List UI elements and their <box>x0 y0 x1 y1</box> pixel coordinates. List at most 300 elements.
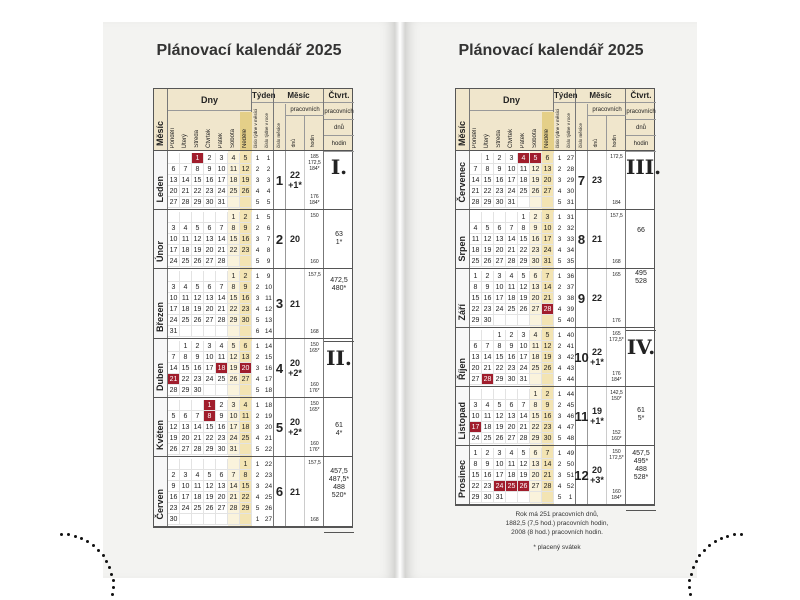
day-cell: 2 <box>482 448 494 459</box>
day-cell: 18 <box>518 175 530 186</box>
day-cell: 7 <box>482 341 494 352</box>
week-in-year: 5 <box>266 199 271 206</box>
month-working-hours <box>305 398 324 456</box>
header-day-name <box>168 112 180 150</box>
week-in-month: 5 <box>255 505 260 512</box>
day-cell: 21 <box>228 492 240 503</box>
day-cell: 23 <box>482 304 494 315</box>
day-cell: 4 <box>506 448 518 459</box>
binding-dot <box>67 533 70 536</box>
day-cell: 16 <box>216 422 228 433</box>
header-month-info <box>576 89 626 150</box>
day-cell: 19 <box>204 492 216 503</box>
month-number: 1 <box>274 151 286 209</box>
week-number-row <box>252 492 274 503</box>
day-cell: 2 <box>240 212 252 223</box>
day-cell: 16 <box>192 363 204 374</box>
header-month <box>154 89 168 150</box>
day-cell: 2 <box>482 271 494 282</box>
week-in-year: 18 <box>264 387 273 394</box>
day-cell: 25 <box>530 363 542 374</box>
day-cell: 6 <box>530 271 542 282</box>
week-number-row <box>252 459 274 470</box>
day-cell <box>168 212 180 223</box>
week-number-row <box>554 422 576 433</box>
day-cell: 23 <box>482 481 494 492</box>
day-cell: 29 <box>192 197 204 208</box>
header-day-name-label: Úterý <box>484 133 490 148</box>
month-days-grid <box>470 328 554 386</box>
month-block <box>456 151 662 210</box>
week-in-month: 1 <box>255 214 260 221</box>
day-cell: 4 <box>240 400 252 411</box>
month-hours-bottom: 168 <box>310 329 319 335</box>
day-cell <box>482 389 494 400</box>
header-month-info-label: Měsíc <box>576 89 625 103</box>
week-number-row <box>554 245 576 256</box>
day-cell <box>530 492 542 503</box>
day-cell: 6 <box>240 341 252 352</box>
header-week <box>252 89 274 150</box>
day-cell: 26 <box>192 315 204 326</box>
day-cell: 7 <box>542 271 554 282</box>
week-in-year: 1 <box>266 155 271 162</box>
day-cell: 9 <box>482 282 494 293</box>
day-cell: 7 <box>228 470 240 481</box>
day-cell: 12 <box>192 234 204 245</box>
day-cell <box>204 459 216 470</box>
week-row <box>470 282 554 293</box>
day-cell: 26 <box>542 363 554 374</box>
day-cell: 9 <box>542 400 554 411</box>
day-cell: 30 <box>530 256 542 267</box>
day-cell: 27 <box>216 503 228 514</box>
week-row <box>470 330 554 341</box>
week-row <box>168 459 252 470</box>
week-number-row <box>252 422 274 433</box>
day-cell: 14 <box>216 234 228 245</box>
day-cell: 24 <box>168 315 180 326</box>
day-cell: 2 <box>530 212 542 223</box>
day-cell: 16 <box>530 234 542 245</box>
day-cell: 26 <box>192 256 204 267</box>
week-in-year: 30 <box>566 188 575 195</box>
day-cell: 8 <box>228 282 240 293</box>
day-cell: 21 <box>192 433 204 444</box>
day-cell <box>168 400 180 411</box>
day-cell: 3 <box>518 330 530 341</box>
day-cell: 7 <box>192 411 204 422</box>
week-in-month: 2 <box>255 225 260 232</box>
week-in-month: 1 <box>557 450 562 457</box>
week-in-year: 43 <box>566 365 575 372</box>
day-cell <box>506 389 518 400</box>
week-in-year: 28 <box>566 166 575 173</box>
day-cell <box>216 459 228 470</box>
week-in-month: 1 <box>255 273 260 280</box>
day-cell <box>216 212 228 223</box>
day-cell: 28 <box>168 385 180 396</box>
day-cell: 9 <box>216 411 228 422</box>
week-row <box>168 352 252 363</box>
day-cell: 30 <box>204 197 216 208</box>
binding-dot <box>690 573 693 576</box>
day-cell: 6 <box>542 153 554 164</box>
month-days-grid <box>168 151 252 209</box>
week-numbers <box>554 210 576 268</box>
month-name <box>154 151 168 209</box>
month-name-label: Říjen <box>457 357 467 380</box>
holiday-day-cell: 26 <box>518 481 530 492</box>
header-day-name <box>518 112 530 150</box>
holiday-day-cell: 21 <box>168 374 180 385</box>
week-in-month: 2 <box>557 166 562 173</box>
header-days <box>470 89 554 150</box>
month-name-label: Březen <box>155 301 165 332</box>
week-row <box>470 245 554 256</box>
day-cell: 3 <box>470 400 482 411</box>
day-cell: 4 <box>216 341 228 352</box>
month-hours-top: 185 172,5 184* <box>308 154 321 172</box>
header-working-days-label: dnů <box>593 138 599 147</box>
week-in-year: 36 <box>566 273 575 280</box>
header-day-name-label: Pondělí <box>472 127 478 148</box>
day-cell: 26 <box>204 503 216 514</box>
day-cell: 20 <box>470 363 482 374</box>
header-quarter <box>626 89 656 150</box>
week-number-row <box>252 256 274 267</box>
day-cell <box>530 374 542 385</box>
week-row <box>168 197 252 208</box>
day-cell: 13 <box>530 459 542 470</box>
month-name-label: Červenec <box>457 162 467 203</box>
header-day-name-label: Středa <box>496 130 502 148</box>
header-day-name <box>192 112 204 150</box>
week-number-row <box>252 411 274 422</box>
header-day-name-label: Pondělí <box>170 127 176 148</box>
calendar-spread <box>103 22 697 578</box>
week-in-year: 16 <box>264 365 273 372</box>
week-in-year: 33 <box>566 236 575 243</box>
day-cell <box>180 326 192 337</box>
week-in-year: 3 <box>266 177 271 184</box>
day-cell: 5 <box>168 411 180 422</box>
month-stats <box>274 457 324 526</box>
holiday-day-cell: 28 <box>542 304 554 315</box>
day-cell: 17 <box>180 492 192 503</box>
binding-dot <box>86 540 89 543</box>
day-cell: 1 <box>470 271 482 282</box>
holiday-day-cell: 17 <box>470 422 482 433</box>
day-cell: 15 <box>192 175 204 186</box>
day-cell: 8 <box>228 223 240 234</box>
day-cell: 22 <box>470 481 482 492</box>
day-cell: 20 <box>542 175 554 186</box>
day-cell: 10 <box>168 234 180 245</box>
week-in-year: 26 <box>264 505 273 512</box>
day-cell: 26 <box>482 256 494 267</box>
week-in-year: 38 <box>566 295 575 302</box>
week-number-row <box>554 256 576 267</box>
day-cell <box>228 256 240 267</box>
day-cell: 29 <box>482 197 494 208</box>
day-cell <box>240 514 252 525</box>
week-number-row <box>554 459 576 470</box>
day-cell: 22 <box>470 304 482 315</box>
week-row <box>168 326 252 337</box>
month-block <box>456 210 654 269</box>
month-hours-top: 150 <box>310 213 319 219</box>
week-row <box>168 315 252 326</box>
binding-dot <box>720 537 723 540</box>
week-row <box>470 492 554 503</box>
day-cell: 14 <box>542 459 554 470</box>
day-cell: 13 <box>530 282 542 293</box>
day-cell <box>542 315 554 326</box>
day-cell: 26 <box>228 374 240 385</box>
week-row <box>470 256 554 267</box>
binding-dot <box>112 579 115 582</box>
week-in-month: 2 <box>255 472 260 479</box>
header-days-label: Dny <box>168 89 251 111</box>
footnote-summary: Rok má 251 pracovních dnů, 1882,5 (7,5 hod.) pracovních hodin, 2008 (8 hod.) pracovních hodin. <box>505 511 609 536</box>
day-cell <box>204 326 216 337</box>
day-cell: 16 <box>204 175 216 186</box>
week-in-month: 1 <box>255 343 260 350</box>
day-cell: 23 <box>204 186 216 197</box>
week-number-row <box>554 341 576 352</box>
day-cell: 6 <box>216 470 228 481</box>
week-in-year: 22 <box>264 446 273 453</box>
footnote <box>457 510 657 552</box>
day-cell: 31 <box>542 256 554 267</box>
day-cell: 31 <box>494 492 506 503</box>
month-hours-bottom: 152 160* <box>611 430 622 442</box>
binding-dot <box>708 544 711 547</box>
header-working-days <box>588 116 607 150</box>
month-working-hours <box>305 151 324 209</box>
day-cell: 13 <box>168 175 180 186</box>
month-name-label: Září <box>457 304 467 321</box>
week-number-row <box>554 197 576 208</box>
day-cell: 5 <box>192 223 204 234</box>
week-row <box>168 411 252 422</box>
month-name <box>154 269 168 338</box>
day-cell: 22 <box>228 245 240 256</box>
week-in-year: 42 <box>566 354 575 361</box>
month-working-hours <box>607 269 626 327</box>
day-cell: 19 <box>518 470 530 481</box>
day-cell: 22 <box>204 433 216 444</box>
day-cell: 30 <box>506 374 518 385</box>
week-in-year: 34 <box>566 247 575 254</box>
day-cell: 24 <box>518 363 530 374</box>
day-cell: 19 <box>530 175 542 186</box>
day-cell: 14 <box>482 352 494 363</box>
day-cell: 8 <box>482 164 494 175</box>
week-numbers <box>252 151 274 209</box>
day-cell: 3 <box>506 153 518 164</box>
day-cell: 15 <box>180 363 192 374</box>
day-cell: 10 <box>168 293 180 304</box>
week-row <box>168 164 252 175</box>
week-row <box>470 304 554 315</box>
day-cell: 28 <box>506 256 518 267</box>
day-cell: 24 <box>216 186 228 197</box>
week-in-month: 3 <box>255 483 260 490</box>
month-stats <box>576 387 626 445</box>
header-day-name <box>204 112 216 150</box>
day-cell: 17 <box>506 175 518 186</box>
book-gutter <box>395 22 405 578</box>
week-in-month: 4 <box>255 247 260 254</box>
week-in-month: 5 <box>557 199 562 206</box>
day-cell: 24 <box>168 256 180 267</box>
quarter-roman: III. <box>626 155 662 179</box>
day-cell: 14 <box>168 363 180 374</box>
day-cell: 21 <box>542 293 554 304</box>
calendar-table-right <box>455 88 662 506</box>
header-month-number <box>274 104 286 150</box>
day-cell: 15 <box>518 234 530 245</box>
month-hours-bottom: 184 <box>612 200 621 206</box>
day-cell: 17 <box>494 293 506 304</box>
week-row <box>168 363 252 374</box>
day-cell: 29 <box>180 385 192 396</box>
day-cell: 25 <box>470 256 482 267</box>
day-cell: 4 <box>192 470 204 481</box>
week-in-month: 5 <box>557 376 562 383</box>
header-week-sub-label: číslo týdne v roce <box>264 112 269 148</box>
quarter-block <box>324 151 354 342</box>
week-number-row <box>252 400 274 411</box>
day-cell: 28 <box>470 197 482 208</box>
binding-dot <box>92 544 95 547</box>
week-in-month: 5 <box>255 387 260 394</box>
header-quarter-label: Čtvrt. <box>626 89 656 103</box>
day-cell: 19 <box>168 433 180 444</box>
month-hours-bottom: 168 <box>310 517 319 523</box>
day-cell: 23 <box>168 503 180 514</box>
week-number-row <box>554 223 576 234</box>
month-stats <box>576 210 626 268</box>
week-number-row <box>554 481 576 492</box>
month-block <box>154 398 352 457</box>
holiday-day-cell: 1 <box>204 400 216 411</box>
day-cell: 9 <box>204 164 216 175</box>
day-cell: 6 <box>470 341 482 352</box>
day-cell: 3 <box>494 448 506 459</box>
week-in-year: 24 <box>264 483 273 490</box>
header-working-hours-label: hodin <box>612 134 618 147</box>
week-in-year: 10 <box>264 284 273 291</box>
day-cell: 5 <box>228 341 240 352</box>
week-in-month: 4 <box>255 494 260 501</box>
week-number-row <box>554 186 576 197</box>
header-day-name-label: Čtvrtek <box>508 128 514 148</box>
day-cell <box>240 326 252 337</box>
day-cell: 31 <box>168 326 180 337</box>
day-cell: 21 <box>216 245 228 256</box>
month-name-label: Únor <box>155 241 165 262</box>
day-cell: 18 <box>482 422 494 433</box>
week-in-month: 5 <box>255 317 260 324</box>
header-quarter-label: Čtvrt. <box>324 89 354 103</box>
week-number-row <box>252 293 274 304</box>
week-in-year: 22 <box>264 461 273 468</box>
binding-dot <box>97 549 100 552</box>
header-day-name <box>470 112 482 150</box>
day-cell <box>470 389 482 400</box>
header-month-number-label: číslo měsíce <box>578 122 583 148</box>
day-cell: 12 <box>228 352 240 363</box>
week-in-month: 3 <box>255 177 260 184</box>
day-cell: 30 <box>192 385 204 396</box>
week-in-month: 1 <box>255 461 260 468</box>
binding-dot <box>80 537 83 540</box>
day-cell: 7 <box>542 448 554 459</box>
day-cell <box>180 153 192 164</box>
day-cell: 3 <box>180 470 192 481</box>
header-day-name-label: Neděle <box>242 128 248 148</box>
week-row <box>470 433 554 444</box>
month-stats <box>274 398 324 456</box>
header-working: pracovních <box>286 104 324 116</box>
day-cell: 18 <box>192 492 204 503</box>
day-cell: 13 <box>240 352 252 363</box>
day-cell <box>494 315 506 326</box>
week-row <box>470 223 554 234</box>
week-numbers <box>252 457 274 526</box>
month-block <box>154 269 352 339</box>
week-row <box>168 234 252 245</box>
week-in-year: 1 <box>568 494 573 501</box>
day-cell: 9 <box>240 223 252 234</box>
day-cell: 6 <box>506 400 518 411</box>
day-cell: 30 <box>482 492 494 503</box>
day-cell: 28 <box>216 256 228 267</box>
day-cell: 19 <box>542 352 554 363</box>
day-cell: 24 <box>494 304 506 315</box>
week-in-year: 5 <box>266 214 271 221</box>
day-cell <box>216 514 228 525</box>
day-cell: 9 <box>240 282 252 293</box>
day-cell: 16 <box>482 293 494 304</box>
week-number-row <box>252 374 274 385</box>
day-cell: 6 <box>494 223 506 234</box>
month-hours-top: 165 172,5* <box>609 331 624 343</box>
day-cell: 16 <box>494 175 506 186</box>
binding-dot <box>714 540 717 543</box>
month-hours-bottom: 160 184* <box>611 489 622 501</box>
day-cell: 10 <box>204 352 216 363</box>
day-cell: 12 <box>494 411 506 422</box>
week-number-row <box>554 352 576 363</box>
day-cell <box>192 326 204 337</box>
week-row <box>168 212 252 223</box>
week-row <box>168 153 252 164</box>
day-cell: 7 <box>518 400 530 411</box>
month-working-days: 20 +3* <box>588 446 607 504</box>
day-cell <box>530 315 542 326</box>
header-month <box>456 89 470 150</box>
week-numbers <box>252 210 274 268</box>
month-block <box>456 269 654 328</box>
calendar-table-left <box>153 88 353 528</box>
month-working-hours <box>607 446 626 504</box>
day-cell: 22 <box>530 422 542 433</box>
quarter-roman: I. <box>330 155 348 179</box>
